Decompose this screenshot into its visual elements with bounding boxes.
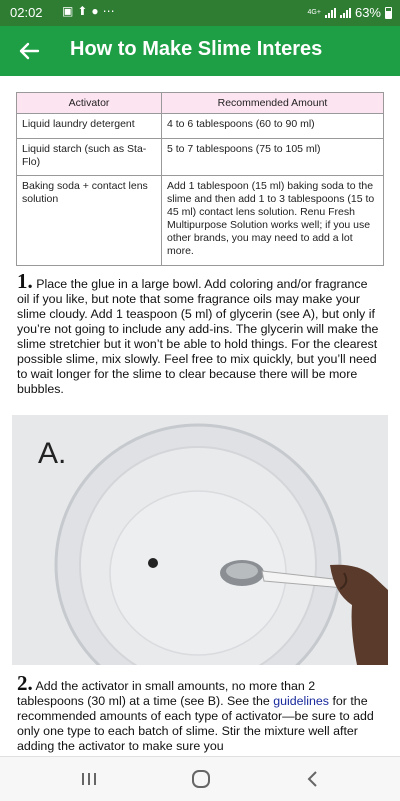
more-icon: ⋯: [102, 4, 119, 18]
step-text: Place the glue in a large bowl. Add coloring and/or fragrance oil if you like, but note that some fragrance oils may make your slime cloudy. Add 1 teaspoon (5 ml) of glycerin (see A), but only if you’re not going to include any add-ins. The glycerin will make the slime stretchier but it won’t be able to hold things. For the clearest possible slime, mix slowly. Feel free to mix quickly, but you’ll need to wait longer for the slime to clear because there will be more bubbles.: [17, 277, 379, 396]
table-cell: 5 to 7 tablespoons (75 to 105 ml): [162, 139, 384, 176]
network-type: 4G+: [307, 9, 321, 16]
table-cell: Liquid starch (such as Sta-Flo): [17, 139, 162, 176]
upload-icon: ⬆: [77, 4, 92, 18]
arrow-left-icon[interactable]: [14, 36, 44, 66]
step-image: [12, 415, 388, 665]
status-icons: [62, 4, 119, 18]
table-cell: 4 to 6 tablespoons (60 to 90 ml): [162, 114, 384, 139]
signal-icon-2: [340, 8, 351, 18]
guidelines-link[interactable]: guidelines: [273, 694, 330, 708]
shield-icon: ●: [91, 4, 103, 18]
table-row: [17, 114, 384, 139]
table-cell: Add 1 tablespoon (15 ml) baking soda to the slime and then add 1 to 3 tablespoons (15 to 45 ml) contact lens solution. Renu Fresh Multipurpose Solution works well; if you use other brands, you may need to add a lot more.: [162, 176, 384, 266]
recents-icon[interactable]: [74, 765, 104, 793]
step-2: [17, 671, 383, 754]
back-icon[interactable]: [298, 765, 328, 793]
table-cell: Liquid laundry detergent: [17, 114, 162, 139]
activator-table: [16, 92, 384, 266]
status-time: 02:02: [10, 5, 43, 20]
system-nav-bar: [0, 756, 400, 801]
status-right: [308, 5, 392, 20]
step-1: [17, 269, 383, 397]
image-label: A.: [38, 437, 67, 470]
table-row: [17, 176, 384, 266]
step-text: for the recommended amounts of each type of activator—be sure to add only one type to each batch of slime. Stir the mixture well after adding the activator to make sure you: [17, 694, 374, 753]
table-cell: Baking soda + contact lens solution: [17, 176, 162, 266]
status-bar: [0, 0, 400, 26]
table-row: [17, 139, 384, 176]
article-content[interactable]: [0, 76, 400, 756]
step-number: 2.: [17, 671, 33, 695]
battery-percent: 63%: [354, 5, 381, 20]
home-icon[interactable]: [186, 765, 216, 793]
app-bar: [0, 26, 400, 76]
signal-icon: [325, 8, 336, 18]
image-icon: ▣: [62, 4, 78, 18]
table-header: Activator: [17, 93, 162, 114]
battery-icon: [385, 7, 392, 19]
table-header: Recommended Amount: [162, 93, 384, 114]
step-text: Add the activator in small amounts, no more than 2 tablespoons (30 ml) at a time (see B). See the: [17, 679, 316, 708]
bowl-illustration: [12, 415, 388, 665]
step-number: 1.: [17, 269, 33, 293]
page-title: How to Make Slime Interes: [70, 38, 323, 60]
